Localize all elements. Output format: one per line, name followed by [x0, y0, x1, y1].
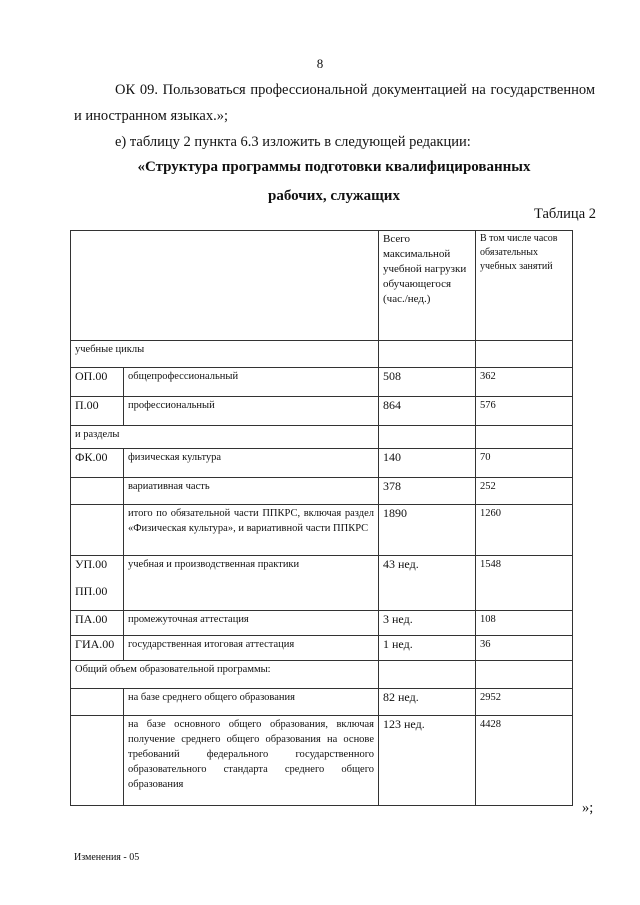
row-code: ГИА.00	[71, 636, 124, 661]
table-row	[71, 397, 573, 426]
paragraph-2: и иностранном языках.»;	[74, 108, 228, 124]
table-row	[71, 636, 573, 661]
table-row	[71, 505, 573, 556]
row-code: ПА.00	[71, 611, 124, 636]
table-row	[71, 478, 573, 505]
row-total: 508	[379, 368, 476, 397]
row-code: ФК.00	[71, 449, 124, 478]
row-mandatory: 36	[476, 636, 573, 661]
table-row	[71, 689, 573, 716]
row-code: П.00	[71, 397, 124, 426]
table-row	[71, 716, 573, 806]
section-label: Общий объем образовательной программы:	[71, 661, 379, 689]
section-row	[71, 426, 573, 449]
header-total: Всего максимальной учебной нагрузки обучающегося (час./нед.)	[379, 231, 476, 341]
structure-table	[70, 230, 573, 806]
row-mandatory: 70	[476, 449, 573, 478]
paragraph-1: ОК 09. Пользоваться профессиональной документацией на государственном	[115, 82, 595, 98]
section-label: учебные циклы	[71, 341, 379, 368]
row-mandatory: 576	[476, 397, 573, 426]
row-total: 140	[379, 449, 476, 478]
table-row	[71, 556, 573, 611]
row-total: 3 нед.	[379, 611, 476, 636]
row-total: 378	[379, 478, 476, 505]
table-row	[71, 368, 573, 397]
table-row	[71, 611, 573, 636]
row-name: итого по обязательной части ППКРС, включая раздел «Физическая культура», и вариативной части ППКРС	[124, 505, 379, 556]
row-total: 864	[379, 397, 476, 426]
row-code: ОП.00	[71, 368, 124, 397]
row-name: на базе основного общего образования, включая получение среднего общего образования на основе требований федерального государственного образовательного стандарта среднего общего образования	[124, 716, 379, 806]
table-row	[71, 449, 573, 478]
paragraph-3: е) таблицу 2 пункта 6.3 изложить в следующей редакции:	[115, 134, 471, 150]
row-mandatory: 1548	[476, 556, 573, 611]
row-name: вариативная часть	[124, 478, 379, 505]
row-code	[71, 556, 124, 611]
row-name: на базе среднего общего образования	[124, 689, 379, 716]
row-total: 1890	[379, 505, 476, 556]
closing-quote: »;	[582, 800, 594, 816]
section-row	[71, 661, 573, 689]
row-total: 82 нед.	[379, 689, 476, 716]
header-mandatory: В том числе часов обязательных учебных занятий	[476, 231, 573, 341]
row-mandatory: 1260	[476, 505, 573, 556]
row-total: 43 нед.	[379, 556, 476, 611]
row-mandatory: 2952	[476, 689, 573, 716]
table-title-line2: рабочих, служащих	[268, 188, 400, 204]
row-total: 1 нед.	[379, 636, 476, 661]
row-name: государственная итоговая аттестация	[124, 636, 379, 661]
row-mandatory: 108	[476, 611, 573, 636]
section-label: и разделы	[71, 426, 379, 449]
footer: Изменения - 05	[74, 852, 140, 863]
section-row	[71, 341, 573, 368]
row-total: 123 нед.	[379, 716, 476, 806]
row-mandatory: 252	[476, 478, 573, 505]
row-name: профессиональный	[124, 397, 379, 426]
table-header-row	[71, 231, 573, 341]
page-number: 8	[316, 56, 324, 71]
row-name: физическая культура	[124, 449, 379, 478]
row-name: учебная и производственная практики	[124, 556, 379, 611]
table-label: Таблица 2	[533, 206, 596, 222]
row-code-1: УП.00	[75, 557, 108, 571]
row-mandatory: 4428	[476, 716, 573, 806]
table-title-line1: «Структура программы подготовки квалифицированных	[137, 159, 531, 175]
row-code-2: ПП.00	[75, 584, 108, 598]
row-mandatory: 362	[476, 368, 573, 397]
row-name: промежуточная аттестация	[124, 611, 379, 636]
row-name: общепрофессиональный	[124, 368, 379, 397]
